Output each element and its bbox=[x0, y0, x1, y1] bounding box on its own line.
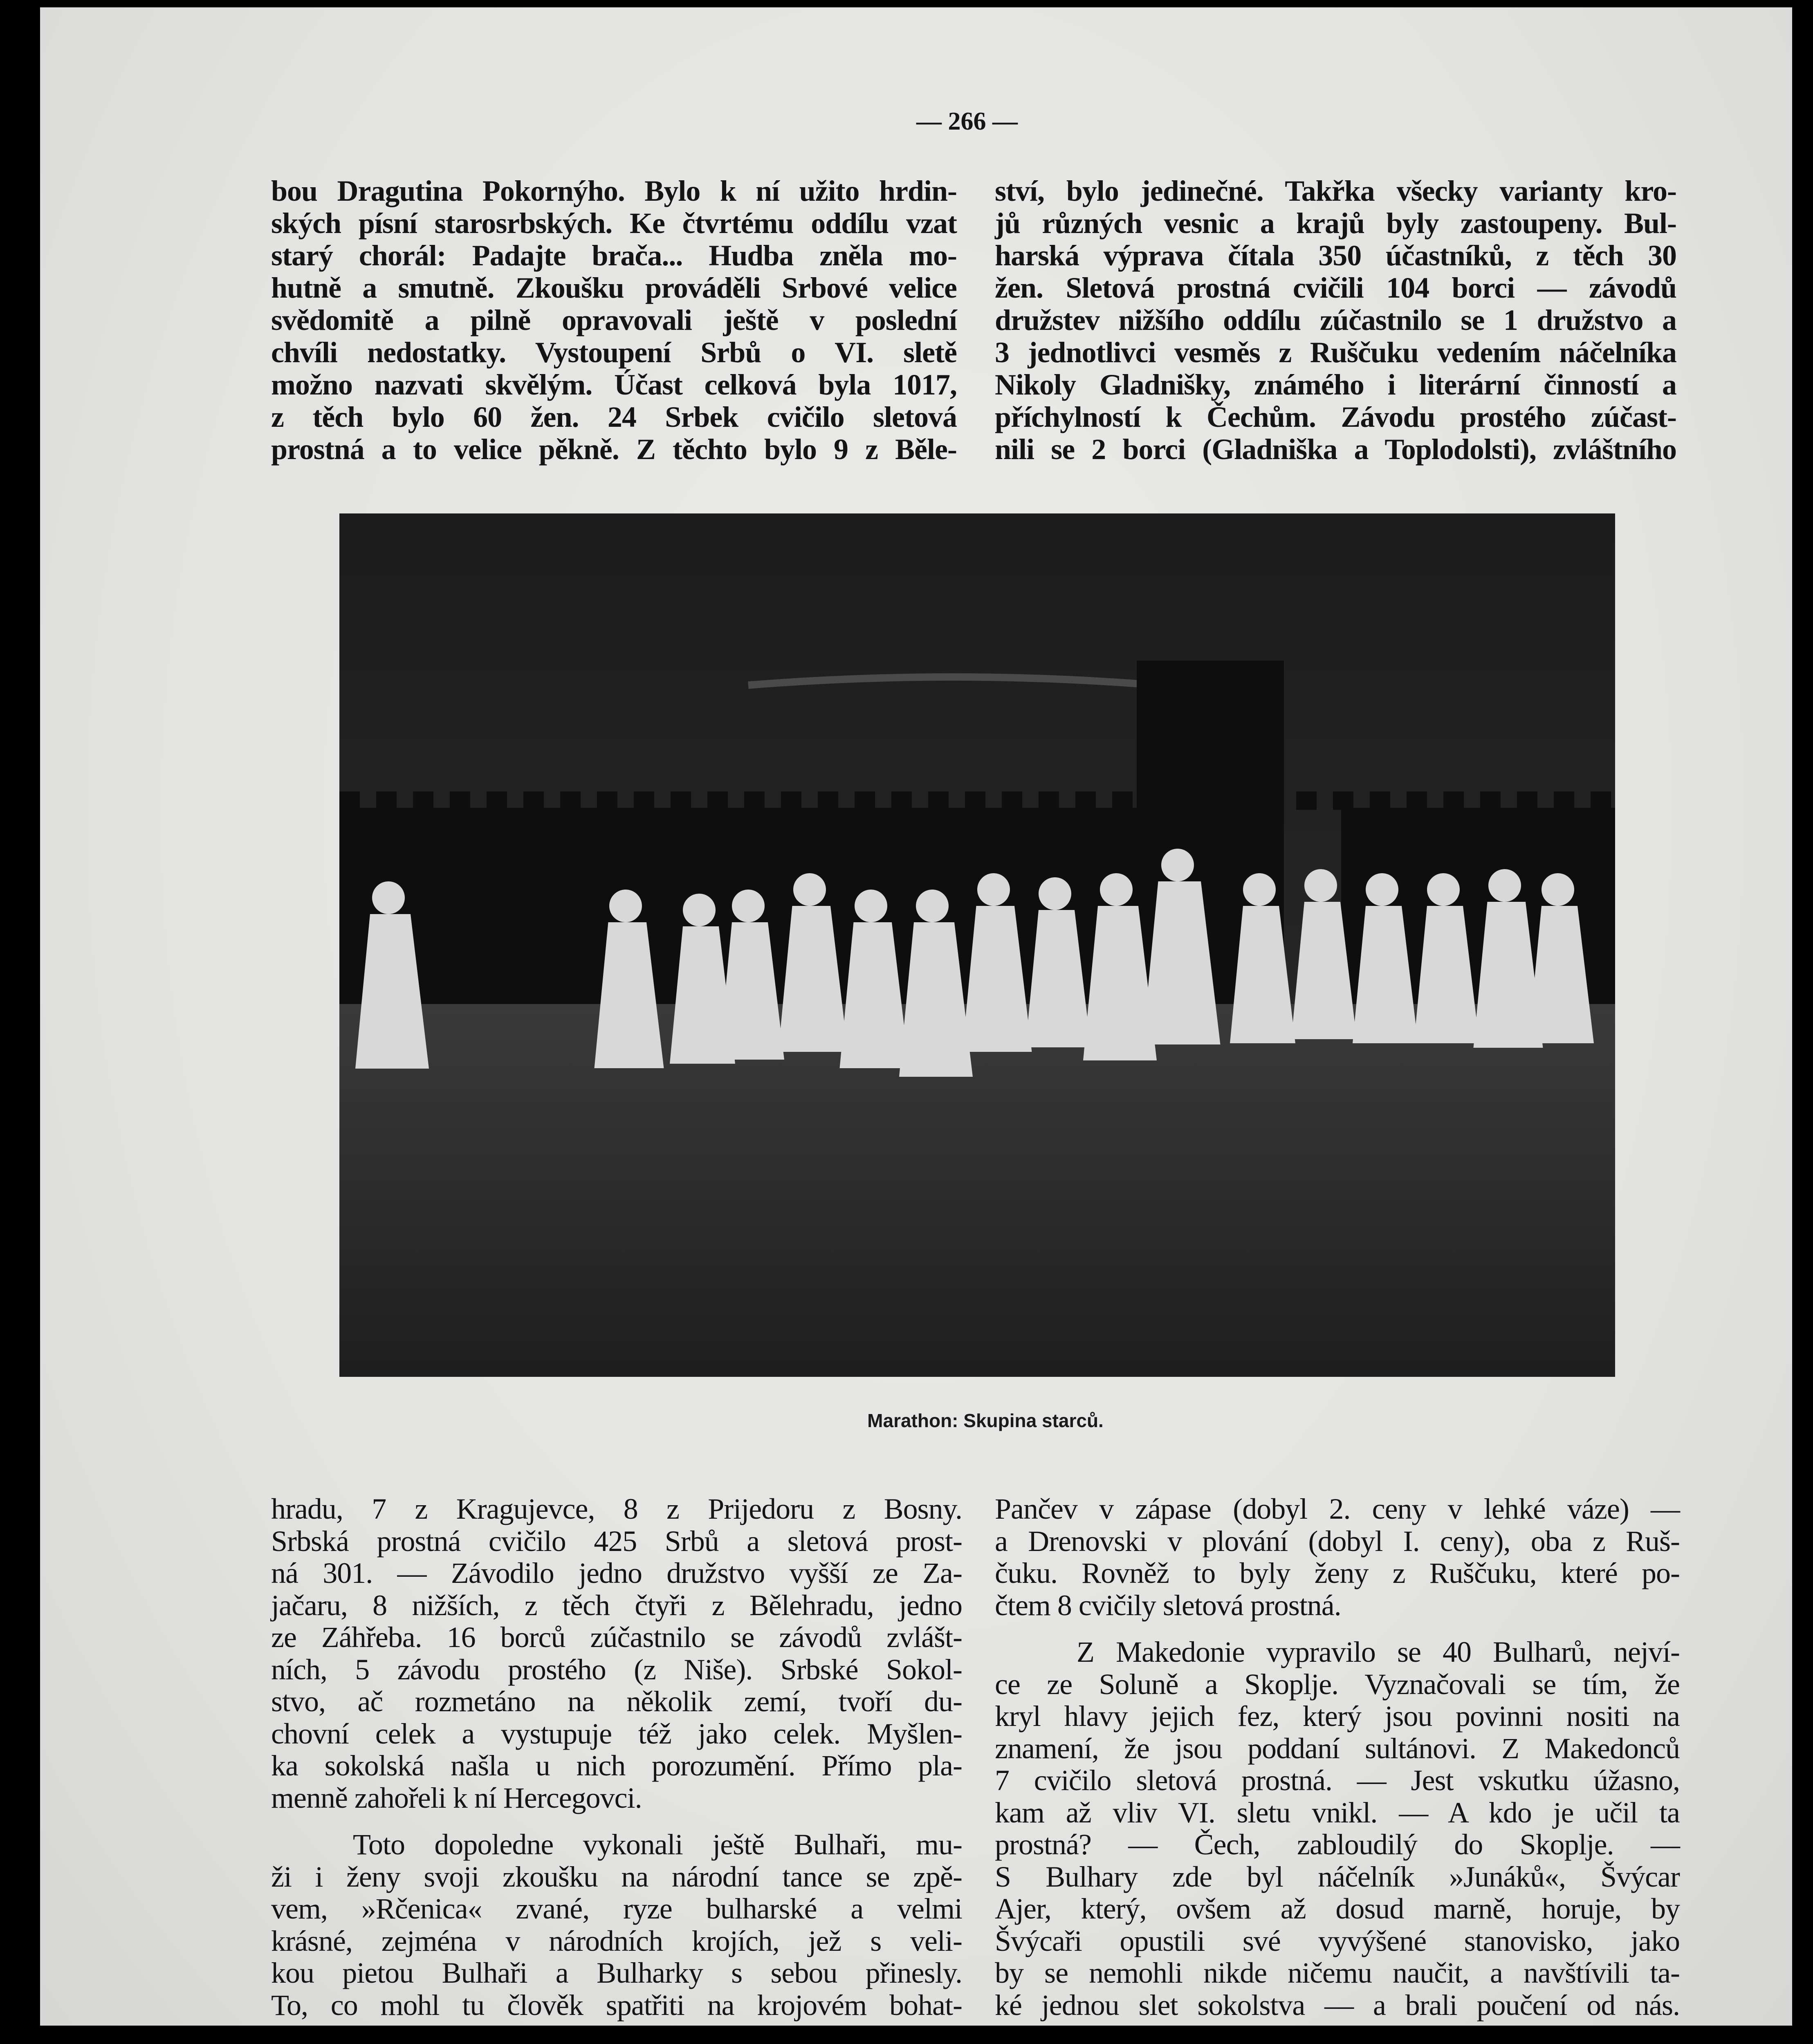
battlement bbox=[707, 791, 728, 810]
battlement bbox=[376, 791, 397, 810]
battlement bbox=[1370, 791, 1390, 810]
text-line: Pančev v zápase (dobyl 2. ceny v lehké váze) — bbox=[995, 1493, 1680, 1525]
text-line: ké jednou slet sokolstva — a brali poučení od nás. bbox=[995, 1988, 1680, 2022]
text-line: svědomitě a pilně opravovali ještě v poslední bbox=[271, 304, 957, 336]
battlement bbox=[1591, 791, 1611, 810]
battlement bbox=[781, 791, 801, 810]
text-line: a Drenovski v plování (dobyl I. ceny), oba z Ruš- bbox=[995, 1524, 1680, 1558]
text-line: Ajer, který, ovšem až dosud marně, horuje, by bbox=[995, 1892, 1680, 1925]
text-line: příchylností k Čechům. Závodu prostého zúčast- bbox=[995, 401, 1676, 433]
battlement bbox=[487, 791, 507, 810]
ground bbox=[339, 1004, 1615, 1377]
text-line: 7 cvičilo sletová prostná. — Jest vskutku úžasno, bbox=[995, 1764, 1680, 1797]
text-line: družstev nižšího oddílu zúčastnilo se 1 družstvo a bbox=[995, 304, 1676, 336]
battlement bbox=[1480, 791, 1501, 810]
text-line: jačaru, 8 nižších, z těch čtyři z Bělehradu, jedno bbox=[271, 1589, 962, 1622]
photo-marathon-group bbox=[339, 513, 1615, 1377]
text-line: kryl hlavy jejich fez, který jsou povinni nositi na bbox=[995, 1700, 1680, 1732]
text-line: hutně a smutně. Zkoušku prováděli Srbové velice bbox=[271, 271, 957, 304]
battlement bbox=[891, 791, 912, 810]
text-line: S Bulhary zde byl náčelník »Junáků«, Švýcar bbox=[995, 1860, 1680, 1893]
column-bottom-right bbox=[995, 1493, 1680, 2021]
text-line: nili se 2 borci (Gladniška a Toplodolsti), zvláštního bbox=[995, 433, 1676, 466]
battlement bbox=[634, 791, 654, 810]
battlement bbox=[928, 791, 949, 810]
text-line: by se nemohli nikde ničemu naučit, a navštívili ta- bbox=[995, 1957, 1680, 1989]
text-line: z těch bylo 60 žen. 24 Srbek cvičilo sletová bbox=[271, 401, 957, 433]
text-line: žen. Sletová prostná cvičili 104 borci — závodů bbox=[995, 271, 1676, 304]
battlement bbox=[1517, 791, 1537, 810]
paragraph bbox=[271, 1829, 962, 2021]
paragraph bbox=[271, 175, 957, 466]
text-line: bou Dragutina Pokornýho. Bylo k ní užito hrdin- bbox=[271, 175, 957, 207]
battlement bbox=[818, 791, 838, 810]
scanned-page bbox=[40, 7, 1792, 2026]
text-line: To, co mohl tu člověk spatřiti na krojovém bohat- bbox=[271, 1988, 962, 2022]
text-line: možno nazvati skvělým. Účast celková byla 1017, bbox=[271, 368, 957, 401]
battlement bbox=[744, 791, 765, 810]
page-number: — 266 — bbox=[916, 108, 1018, 135]
photo-image bbox=[339, 513, 1615, 1377]
paragraph bbox=[995, 175, 1676, 466]
text-line: kou pietou Bulhaři a Bulharky s sebou přinesly. bbox=[271, 1957, 962, 1989]
text-line: Srbská prostná cvičilo 425 Srbů a sletová prost- bbox=[271, 1524, 962, 1558]
battlement bbox=[1112, 791, 1133, 810]
text-line: stvo, ač rozmetáno na několik zemí, tvoří du- bbox=[271, 1685, 962, 1718]
text-line: krásné, zejména v národních krojích, jež s veli- bbox=[271, 1924, 962, 1957]
photo-caption: Marathon: Skupina starců. bbox=[867, 1410, 1104, 1431]
text-line: ství, bylo jedinečné. Takřka všecky varianty kro- bbox=[995, 175, 1676, 207]
text-line: ná 301. — Závodilo jedno družstvo vyšší ze Za- bbox=[271, 1557, 962, 1589]
battlement bbox=[523, 791, 544, 810]
text-line: kam až vliv VI. sletu vnikl. — A kdo je učil ta bbox=[995, 1796, 1680, 1829]
text-line: chovní celek a vystupuje též jako celek. Myšlen- bbox=[271, 1717, 962, 1750]
column-top-right bbox=[995, 175, 1676, 466]
text-line: prostná? — Čech, zabloudilý do Skoplje. — bbox=[995, 1828, 1680, 1861]
text-line: starý chorál: Padajte brača... Hudba zněla mo- bbox=[271, 239, 957, 272]
text-line: vem, »Rčenica« zvané, ryze bulharské a velmi bbox=[271, 1892, 962, 1925]
battlement bbox=[855, 791, 875, 810]
text-line: prostná a to velice pěkně. Z těchto bylo 9 z Běle- bbox=[271, 433, 957, 466]
battlement bbox=[1075, 791, 1096, 810]
battlement bbox=[1407, 791, 1427, 810]
battlement bbox=[339, 791, 360, 810]
text-line: ži i ženy svoji zkoušku na národní tance se zpě- bbox=[271, 1860, 962, 1893]
battlement bbox=[1333, 791, 1353, 810]
text-line: čuku. Rovněž to byly ženy z Ruščuku, které po- bbox=[995, 1557, 1680, 1589]
text-line: menně zahořeli k ní Hercegovci. bbox=[271, 1781, 642, 1814]
battlement bbox=[965, 791, 985, 810]
battlement bbox=[597, 791, 617, 810]
text-line: čtem 8 cvičily sletová prostná. bbox=[995, 1589, 1341, 1622]
battlement bbox=[560, 791, 581, 810]
column-top-left bbox=[271, 175, 957, 466]
paragraph bbox=[995, 1493, 1680, 1621]
battlement bbox=[1554, 791, 1574, 810]
battlement bbox=[671, 791, 691, 810]
text-line: Z Makedonie vypravilo se 40 Bulharů, nejví- bbox=[1077, 1636, 1680, 1668]
text-line: ka sokolská našla u nich porozumění. Přímo pla- bbox=[271, 1749, 962, 1782]
text-line: ze Záhřeba. 16 borců zúčastnilo se závodů zvlášt- bbox=[271, 1621, 962, 1654]
battlement bbox=[1296, 791, 1317, 810]
text-line: chvíli nedostatky. Vystoupení Srbů o VI. sletě bbox=[271, 336, 957, 369]
battlement bbox=[413, 791, 433, 810]
text-line: 3 jednotlivci vesměs z Ruščuku vedením náčelníka bbox=[995, 336, 1676, 369]
battlement bbox=[1443, 791, 1464, 810]
battlement bbox=[450, 791, 470, 810]
text-line: Toto dopoledne vykonali ještě Bulhaři, mu- bbox=[353, 1828, 962, 1861]
battlement bbox=[1002, 791, 1022, 810]
text-line: jů různých vesnic a krajů byly zastoupeny. Bul- bbox=[995, 207, 1676, 240]
column-bottom-left bbox=[271, 1493, 962, 2021]
text-line: ních, 5 závodu prostého (z Niše). Srbské Sokol- bbox=[271, 1653, 962, 1686]
text-line: Nikoly Gladnišky, známého i literární činností a bbox=[995, 368, 1676, 401]
text-line: znamení, že jsou poddaní sultánovi. Z Makedonců bbox=[995, 1732, 1680, 1765]
text-line: Švýcaři opustili své vyvýšené stanovisko, jako bbox=[995, 1924, 1680, 1957]
text-line: harská výprava čítala 350 účastníků, z těch 30 bbox=[995, 239, 1676, 272]
paragraph bbox=[271, 1493, 962, 1814]
text-line: ce ze Soluně a Skoplje. Vyznačovali se tím, že bbox=[995, 1667, 1680, 1701]
text-line: ských písní starosrbských. Ke čtvrtému oddílu vzat bbox=[271, 207, 957, 240]
battlement bbox=[1039, 791, 1059, 810]
paragraph bbox=[995, 1636, 1680, 2021]
text-line: hradu, 7 z Kragujevce, 8 z Prijedoru z Bosny. bbox=[271, 1493, 962, 1525]
